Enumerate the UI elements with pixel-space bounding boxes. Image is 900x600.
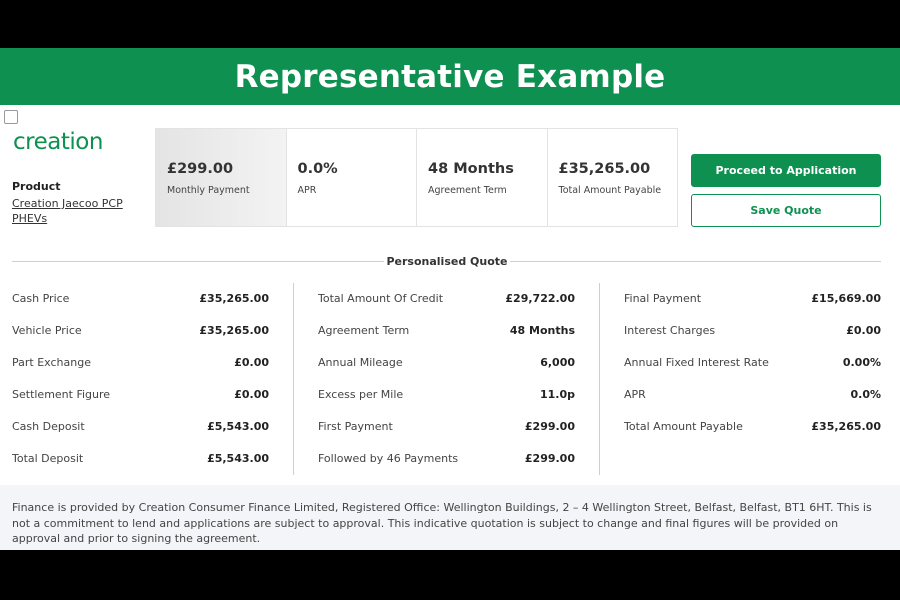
- banner-title: Representative Example: [234, 58, 666, 95]
- summary-value: 0.0%: [297, 161, 338, 177]
- quote-row: [624, 379, 881, 411]
- summary-caption: APR: [297, 185, 317, 196]
- disclaimer-footer: [0, 485, 900, 550]
- quote-row: [12, 283, 269, 315]
- row-value: 0.00%: [842, 356, 881, 369]
- quote-row: [318, 379, 575, 411]
- select-checkbox[interactable]: [4, 110, 18, 124]
- summary-caption: Agreement Term: [428, 185, 507, 196]
- quote-row: [12, 315, 269, 347]
- quote-column-1: [12, 283, 269, 475]
- row-value: £35,265.00: [199, 292, 269, 305]
- row-label: Final Payment: [624, 292, 702, 305]
- quote-row: [624, 411, 881, 443]
- section-divider: [12, 261, 384, 262]
- summary-value: £299.00: [167, 161, 234, 177]
- quote-column-3: [624, 283, 881, 443]
- row-label: Total Amount Of Credit: [318, 292, 444, 305]
- row-value: £35,265.00: [811, 420, 881, 433]
- summary-panel: [155, 128, 678, 227]
- summary-caption: Total Amount Payable: [558, 185, 662, 196]
- quote-row: [624, 315, 881, 347]
- row-value: £5,543.00: [207, 420, 269, 433]
- product-name-link[interactable]: Creation Jaecoo PCP PHEVs: [12, 197, 123, 225]
- top-letterbox: [0, 0, 900, 48]
- row-label: Annual Mileage: [318, 356, 403, 369]
- quote-row: [318, 283, 575, 315]
- row-label: APR: [624, 388, 646, 401]
- row-label: Vehicle Price: [12, 324, 82, 337]
- quote-card: [0, 105, 900, 485]
- quote-row: [12, 443, 269, 475]
- row-label: Cash Deposit: [12, 420, 85, 433]
- disclaimer-text: Finance is provided by Creation Consumer Finance Limited, Registered Office: Wellington Buildings, 2 – 4 Wellington Street, Belfast, Belfast, BT1 6HT. This is not a commitment to lend and applications are subject to approval. This indicative quotation is subject to change and final figures will be provided on approval and prior to signing the agreement.: [12, 501, 872, 545]
- banner: [0, 48, 900, 105]
- quote-row: [318, 411, 575, 443]
- quote-row: [624, 283, 881, 315]
- quote-row: [318, 315, 575, 347]
- column-separator: [599, 283, 600, 475]
- row-label: Annual Fixed Interest Rate: [624, 356, 769, 369]
- summary-monthly-payment[interactable]: [156, 129, 287, 226]
- row-value: £299.00: [524, 420, 575, 433]
- row-value: £0.00: [234, 356, 269, 369]
- row-label: Cash Price: [12, 292, 70, 305]
- row-value: 11.0p: [539, 388, 575, 401]
- summary-apr[interactable]: [287, 129, 418, 226]
- proceed-to-application-button[interactable]: Proceed to Application: [691, 154, 881, 187]
- row-value: £35,265.00: [199, 324, 269, 337]
- save-quote-button[interactable]: Save Quote: [691, 194, 881, 227]
- row-value: £15,669.00: [811, 292, 881, 305]
- row-value: £0.00: [846, 324, 881, 337]
- row-value: 0.0%: [850, 388, 881, 401]
- product-label: Product: [12, 180, 61, 193]
- row-label: Total Amount Payable: [624, 420, 743, 433]
- summary-total-payable[interactable]: [548, 129, 678, 226]
- row-label: First Payment: [318, 420, 393, 433]
- row-label: Agreement Term: [318, 324, 410, 337]
- row-value: 6,000: [540, 356, 575, 369]
- summary-value: £35,265.00: [558, 161, 651, 177]
- summary-agreement-term[interactable]: [417, 129, 548, 226]
- column-separator: [293, 283, 294, 475]
- quote-row: [318, 347, 575, 379]
- quote-row: [318, 443, 575, 475]
- section-divider: [510, 261, 881, 262]
- quote-row: [624, 347, 881, 379]
- quote-row: [12, 347, 269, 379]
- row-label: Interest Charges: [624, 324, 716, 337]
- summary-value: 48 Months: [428, 161, 514, 177]
- quote-row: [12, 411, 269, 443]
- row-value: 48 Months: [509, 324, 575, 337]
- row-value: £5,543.00: [207, 452, 269, 465]
- creation-logo: creation: [13, 129, 103, 155]
- row-value: £29,722.00: [505, 292, 575, 305]
- row-label: Part Exchange: [12, 356, 91, 369]
- personalised-quote-heading: Personalised Quote: [386, 255, 508, 268]
- summary-caption: Monthly Payment: [167, 185, 250, 196]
- quote-row: [12, 379, 269, 411]
- row-label: Total Deposit: [12, 452, 84, 465]
- quote-column-2: [318, 283, 575, 475]
- row-label: Excess per Mile: [318, 388, 404, 401]
- row-label: Settlement Figure: [12, 388, 111, 401]
- bottom-letterbox: [0, 550, 900, 600]
- row-value: £0.00: [234, 388, 269, 401]
- row-label: Followed by 46 Payments: [318, 452, 459, 465]
- row-value: £299.00: [524, 452, 575, 465]
